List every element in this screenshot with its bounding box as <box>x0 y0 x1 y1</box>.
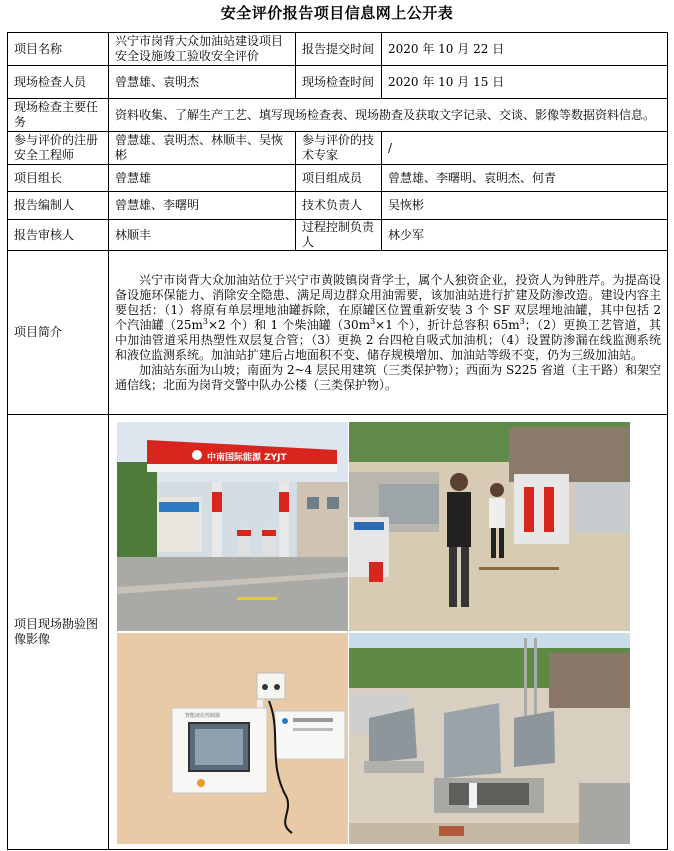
experts-label: 参与评价的技术专家 <box>296 132 382 165</box>
inspect-time-value: 2020 年 10 月 15 日 <box>382 66 668 99</box>
tech-lead-label: 技术负责人 <box>296 192 382 220</box>
photo-gas-station <box>117 422 348 631</box>
process-lead-label: 过程控制负责人 <box>296 220 382 251</box>
photo-grid <box>115 419 668 846</box>
members-value: 曾慧雄、李曙明、袁明杰、何青 <box>382 165 668 192</box>
project-name-label: 项目名称 <box>8 33 109 66</box>
info-table <box>7 32 668 850</box>
photos-label: 项目现场勘验图像影像 <box>8 415 109 850</box>
project-name-value: 兴宁市岗背大众加油站建设项目安全设施竣工验收安全评价 <box>109 33 296 66</box>
page-title: 安全评价报告项目信息网上公开表 <box>220 4 454 22</box>
compiler-value: 曾慧雄、李曙明 <box>109 192 296 220</box>
intro-paragraph-1: 兴宁市岗背大众加油站位于兴宁市黄陂镇岗背学士，属个人独资企业，投资人为钟胜芹。为提高设备设施环保能力、消除安全隐患、满足周边群众用油需要，该加油站进行扩建及防渗改造。建设内容主要包括：（1）将原有单层埋地油罐拆除，在原罐区位置重新安装 3 个 SF 双层埋地油罐，其中包括 2 个汽油罐（$25m^3\times 2$ 个）和 1 个柴油罐（$30m^3\times 1$ 个），折计总容积 $65m^3$；（2）更换工艺管道，其中加油管道采用热塑性双层复合管；（3）更换 2 台四枪自吸式加油机；（4）设置防渗漏在线监测系统和液位监测系统。加油站扩建后占地面积不变、储存规模增加、加油站等级不变，仍为三级加油站。 <box>115 272 662 362</box>
inspectors-value: 曾慧雄、袁明杰 <box>109 66 296 99</box>
engineers-label: 参与评价的注册安全工程师 <box>8 132 109 165</box>
tasks-label: 现场检查主要任务 <box>8 99 109 132</box>
compiler-label: 报告编制人 <box>8 192 109 220</box>
canopy-sign: 中南国际能源 ZYJT <box>207 452 287 463</box>
reviewer-label: 报告审核人 <box>8 220 109 251</box>
submit-time-value: 2020 年 10 月 22 日 <box>382 33 668 66</box>
photo-tank-covers <box>349 633 630 844</box>
photo-site-inspection <box>349 422 630 631</box>
reviewer-value: 林顺丰 <box>109 220 296 251</box>
panel-label: 智能液位控制器 <box>185 712 221 719</box>
submit-time-label: 报告提交时间 <box>296 33 382 66</box>
tasks-value: 资料收集、了解生产工艺、填写现场检查表、现场勘查及获取文字记录、交谈、影像等数据资料信息。 <box>109 99 668 132</box>
intro-text <box>109 251 668 415</box>
experts-value: / <box>382 132 668 165</box>
leader-value: 曾慧雄 <box>109 165 296 192</box>
members-label: 项目组成员 <box>296 165 382 192</box>
inspect-time-label: 现场检查时间 <box>296 66 382 99</box>
tech-lead-value: 吴恢彬 <box>382 192 668 220</box>
intro-paragraph-2: 加油站东面为山坡；南面为 2~4 层民用建筑（三类保护物）；西面为 S225 省道（主干路）和架空通信线；北面为岗背交警中队办公楼（三类保护物）。 <box>115 362 661 392</box>
process-lead-value: 林少军 <box>382 220 668 251</box>
photo-control-panel <box>117 633 348 844</box>
leader-label: 项目组长 <box>8 165 109 192</box>
inspectors-label: 现场检查人员 <box>8 66 109 99</box>
engineers-value: 曾慧雄、袁明杰、林顺丰、吴恢彬 <box>109 132 296 165</box>
intro-label: 项目简介 <box>8 251 109 415</box>
photos-cell <box>109 415 668 850</box>
